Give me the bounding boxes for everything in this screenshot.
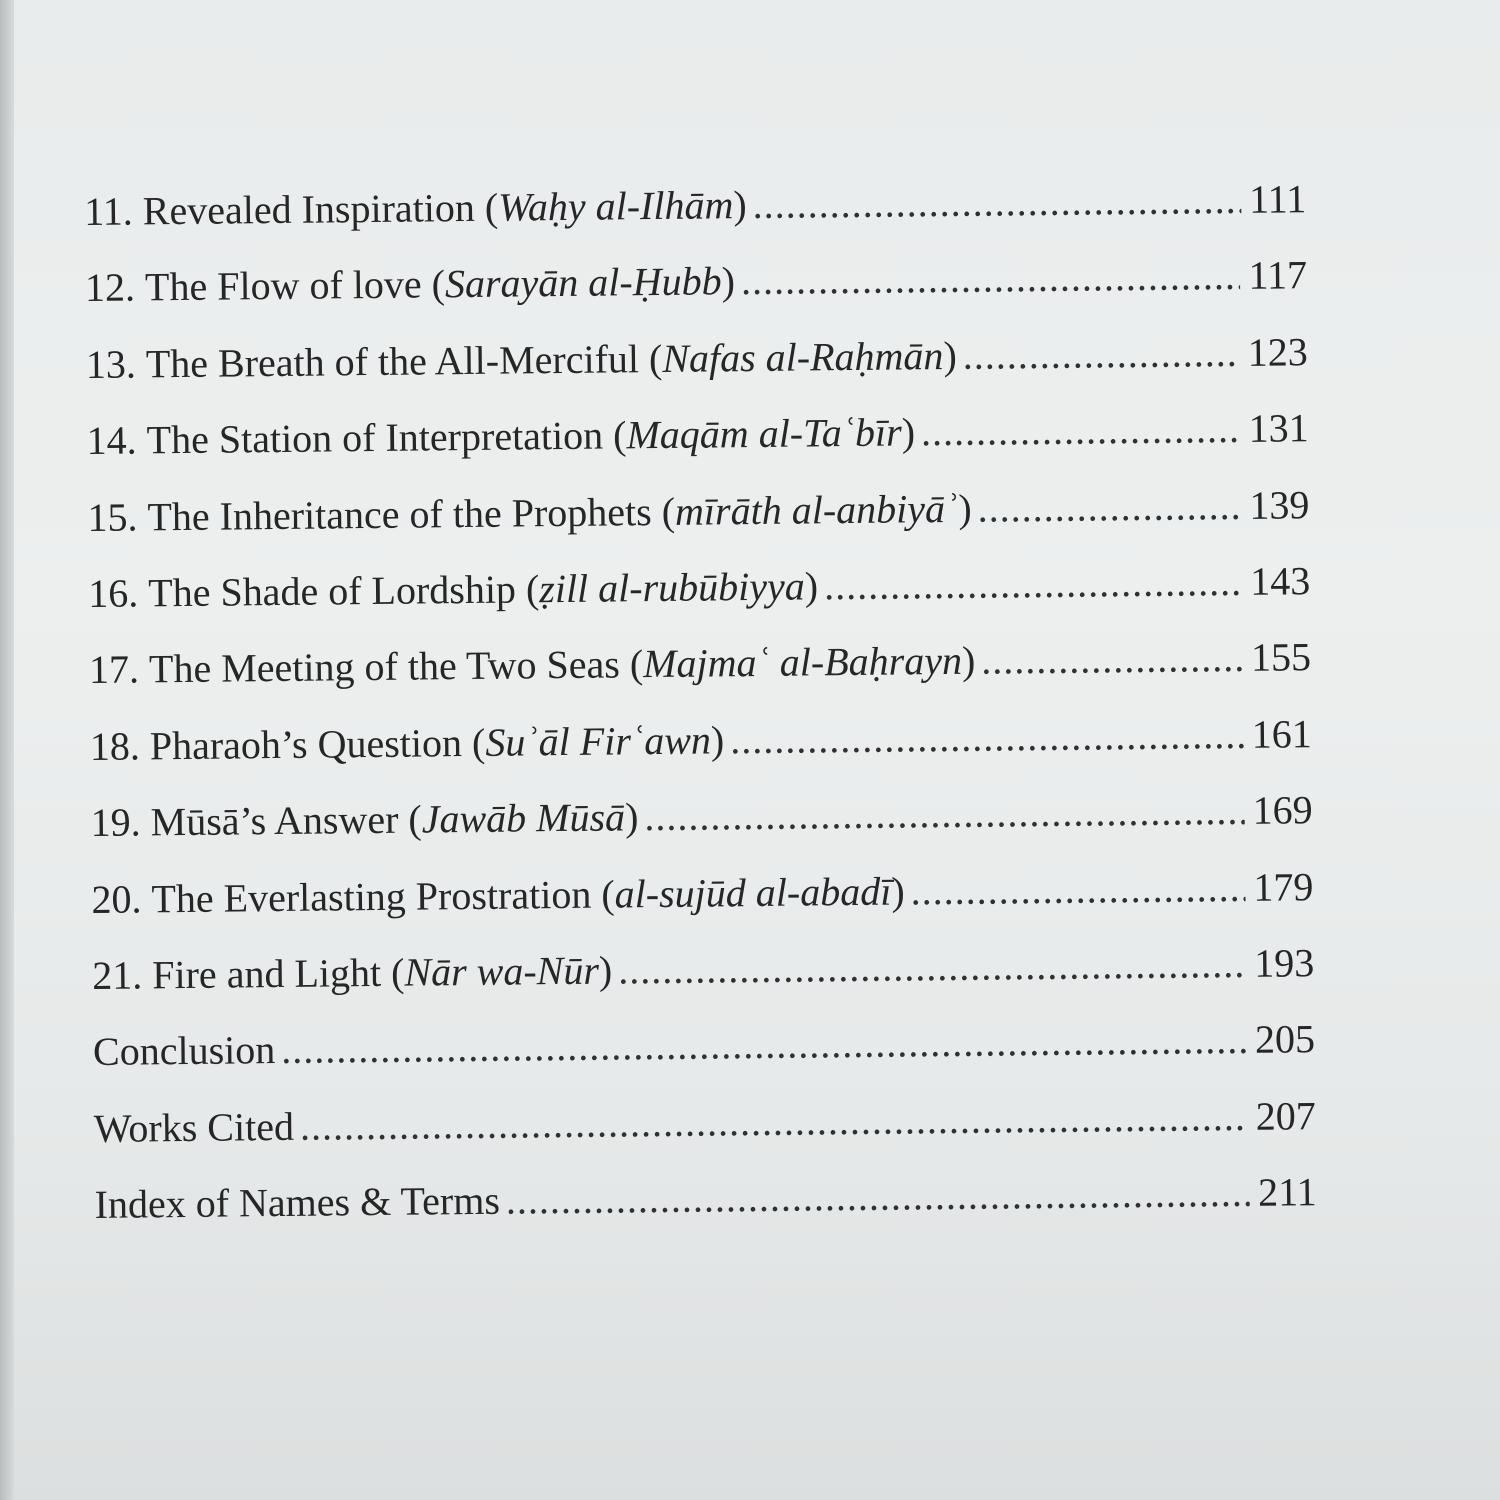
- chapter-number: 14.: [86, 417, 137, 464]
- arabic-transliteration: Nār wa-Nūr: [404, 947, 600, 995]
- arabic-transliteration: Waḥy al-Ilhām: [497, 182, 734, 230]
- dot-leader: [921, 405, 1241, 455]
- chapter-title: Mūsā’s Answer: [150, 796, 399, 845]
- dot-leader: [300, 1093, 1248, 1150]
- page-number: 179: [1253, 863, 1314, 910]
- dot-leader: [752, 176, 1241, 228]
- chapter-number: 12.: [84, 264, 136, 311]
- entry-title: 16. The Shade of Lordship (ẓill al-rubūbiyya): [88, 563, 819, 616]
- arabic-transliteration: Sarayān al-Ḥubb: [444, 258, 722, 307]
- entry-title: [94, 1177, 500, 1228]
- dot-leader: [618, 940, 1246, 994]
- chapter-title: The Station of Interpretation: [146, 412, 604, 463]
- entry-title: 20. The Everlasting Prostration (al-sujūd al-abadī): [91, 867, 905, 922]
- chapter-title: Works Cited: [93, 1103, 295, 1151]
- toc-entry: [91, 863, 1314, 952]
- page-binding-edge: [0, 0, 14, 1500]
- toc-entry: [92, 939, 1315, 1028]
- chapter-number: 18.: [89, 723, 141, 769]
- entry-title: [93, 1026, 276, 1075]
- chapter-title: Revealed Inspiration: [142, 184, 476, 234]
- toc-entry: [90, 786, 1313, 875]
- arabic-transliteration: Maqām al-Taʿbīr: [626, 409, 902, 458]
- entry-title: 14. The Station of Interpretation (Maqām al-Taʿbīr): [86, 409, 916, 464]
- arabic-transliteration: Nafas al-Raḥmān: [662, 332, 944, 381]
- chapter-number: 21.: [92, 952, 143, 998]
- chapter-title: Index of Names & Terms: [94, 1177, 501, 1228]
- toc-entry: [86, 404, 1309, 493]
- page-number: 211: [1257, 1169, 1317, 1215]
- dot-leader: [824, 558, 1243, 609]
- toc-entry: [93, 1015, 1316, 1104]
- toc-entry: [94, 1092, 1317, 1181]
- dot-leader: [281, 1016, 1247, 1073]
- entry-title: 12. The Flow of love (Sarayān al-Ḥubb): [84, 258, 736, 311]
- page-number: 143: [1249, 558, 1311, 604]
- dot-leader: [730, 711, 1244, 763]
- dot-leader: [910, 863, 1245, 914]
- arabic-transliteration: mīrāth al-anbiyāʾ: [674, 485, 959, 534]
- page-number: 123: [1247, 328, 1309, 375]
- arabic-transliteration: Suʾāl Firʿawn: [485, 717, 712, 765]
- toc-entry: [90, 710, 1313, 799]
- chapter-number: 16.: [88, 570, 139, 616]
- chapter-title: The Everlasting Prostration: [151, 871, 592, 921]
- entry-title: 13. The Breath of the All-Merciful (Nafas al-Raḥmān): [85, 332, 957, 387]
- toc-entry: [94, 1168, 1317, 1257]
- toc-entry: [87, 481, 1310, 570]
- page-number: 161: [1251, 710, 1313, 757]
- page-number: 169: [1252, 787, 1313, 833]
- entry-title: 15. The Inheritance of the Prophets (mīrāth al-anbiyāʾ): [87, 485, 972, 540]
- chapter-title: The Flow of love: [144, 261, 422, 310]
- arabic-transliteration: ẓill al-rubūbiyya: [539, 563, 806, 612]
- dot-leader: [977, 481, 1241, 531]
- page-number: 155: [1250, 634, 1312, 681]
- chapter-title: The Breath of the All-Merciful: [145, 335, 640, 387]
- chapter-title: Pharaoh’s Question: [149, 719, 463, 769]
- page-number: 207: [1255, 1092, 1317, 1139]
- page-number: 205: [1254, 1016, 1316, 1063]
- chapter-title: The Meeting of the Two Seas: [148, 641, 621, 692]
- chapter-title: Conclusion: [92, 1027, 276, 1075]
- toc-entry: [85, 252, 1308, 341]
- dot-leader: [963, 329, 1241, 379]
- arabic-transliteration: Majmaʿ al-Baḥrayn: [642, 638, 963, 687]
- page-number: 139: [1249, 481, 1310, 528]
- chapter-title: Fire and Light: [152, 949, 382, 998]
- toc-entry: [84, 175, 1307, 264]
- entry-title: [94, 1103, 295, 1152]
- toc-entry: [88, 557, 1311, 646]
- dot-leader: [741, 252, 1241, 304]
- page-number: 131: [1248, 405, 1309, 451]
- chapter-number: 13.: [85, 341, 137, 387]
- chapter-title: The Shade of Lordship: [148, 566, 517, 616]
- arabic-transliteration: al-sujūd al-abadī: [614, 868, 892, 916]
- page-number: 117: [1248, 252, 1308, 299]
- entry-title: 21. Fire and Light (Nār wa-Nūr): [92, 947, 613, 998]
- chapter-number: 19.: [90, 799, 141, 846]
- dot-leader: [506, 1169, 1251, 1224]
- toc-entry: [86, 328, 1309, 417]
- dot-leader: [981, 634, 1243, 684]
- toc-entry: [89, 634, 1312, 723]
- entry-title: 17. The Meeting of the Two Seas (Majmaʿ al-Baḥrayn): [88, 638, 976, 693]
- chapter-number: 20.: [91, 875, 142, 922]
- arabic-transliteration: Jawāb Mūsā: [421, 794, 626, 842]
- dot-leader: [644, 787, 1245, 840]
- chapter-number: 17.: [88, 646, 140, 693]
- entry-title: 11. Revealed Inspiration (Waḥy al-Ilhām): [84, 182, 747, 234]
- page-number: 193: [1253, 940, 1315, 986]
- entry-title: 18. Pharaoh’s Question (Suʾāl Firʿawn): [89, 717, 725, 769]
- table-of-contents: [84, 175, 1317, 1257]
- page-number: 111: [1248, 176, 1307, 222]
- entry-title: 19. Mūsā’s Answer (Jawāb Mūsā): [90, 794, 639, 846]
- chapter-number: 11.: [84, 188, 133, 234]
- chapter-number: 15.: [87, 494, 138, 540]
- chapter-title: The Inheritance of the Prophets: [147, 488, 652, 539]
